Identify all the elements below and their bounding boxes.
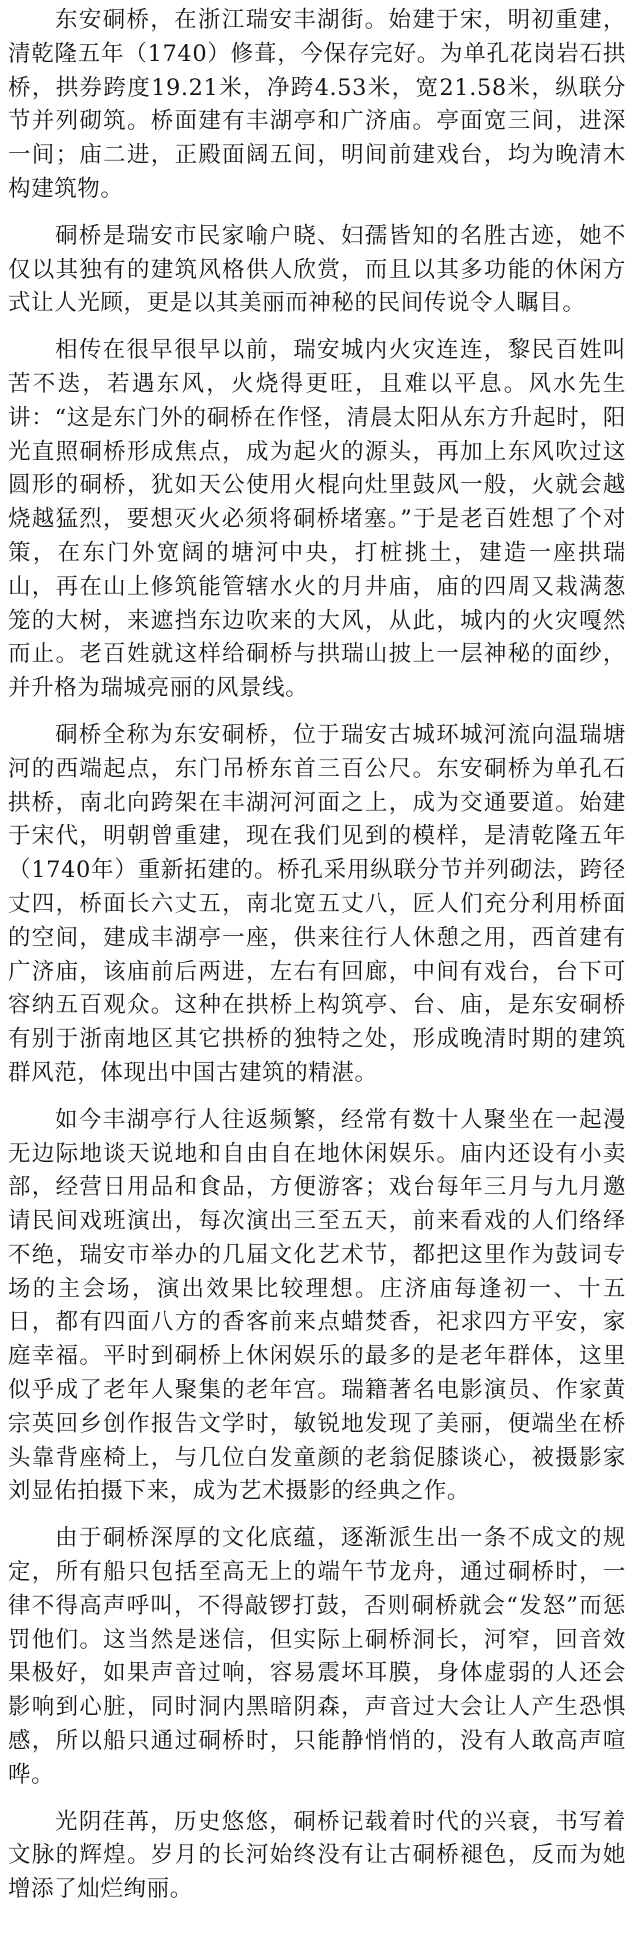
paragraph-legend: 相传在很早很早以前，瑞安城内火灾连连，黎民百姓叫苦不迭，若遇东风，火烧得更旺，且难以平息。风水先生讲：“这是东门外的硐桥在作怪，清晨太阳从东方升起时，阳光直照硐桥形成焦点，成为起火的源头，再加上东风吹过这圆形的硐桥，犹如天公使用火棍向灶里鼓风一般，火就会越烧越猛烈，要想灭火必须将硐桥堵塞。”于是老百姓想了个对策，在东门外宽阔的塘河中央，打桩挑土，建造一座拱瑞山，再在山上修筑能管辖水火的月井庙，庙的四周又栽满葱笼的大树，来遮挡东边吹来的大风，从此，城内的火灾嘎然而止。老百姓就这样给硐桥与拱瑞山披上一层神秘的面纱，并升格为瑞城亮丽的风景线。 bbox=[8, 337, 626, 702]
paragraph-landmark: 硐桥是瑞安市民家喻户晓、妇孺皆知的名胜古迹，她不仅以其独有的建筑风格供人欣赏，而且以其多功能的休闲方式让人光顾，更是以其美丽而神秘的民间传说令人瞩目。 bbox=[8, 222, 626, 317]
paragraph-history: 硐桥全称为东安硐桥，位于瑞安古城环城河流向温瑞塘河的西端起点，东门吊桥东首三百公尺。东安硐桥为单孔石拱桥，南北向跨架在丰湖河河面之上，成为交通要道。始建于宋代，明朝曾重建，现在我们见到的模样，是清乾隆五年（1740年）重新拓建的。桥孔采用纵联分节并列砌法，跨径丈四，桥面长六丈五，南北宽五丈八，匠人们充分利用桥面的空间，建成丰湖亭一座，供来往行人休憩之用，西首建有广济庙，该庙前后两进，左右有回廊，中间有戏台，台下可容纳五百观众。这种在拱桥上构筑亭、台、庙，是东安硐桥有别于浙南地区其它拱桥的独特之处，形成晚清时期的建筑群风范，体现出中国古建筑的精湛。 bbox=[8, 721, 626, 1086]
paragraph-custom: 由于硐桥深厚的文化底蕴，逐渐派生出一条不成文的规定，所有船只包括至高无上的端午节龙舟，通过硐桥时，一律不得高声呼叫，不得敲锣打鼓，否则硐桥就会“发怒”而惩罚他们。这当然是迷信，但实际上硐桥洞长，河窄，回音效果极好，如果声音过响，容易震坏耳膜，身体虚弱的人还会影响到心脏，同时洞内黑暗阴森，声音过大会让人产生恐惧感，所以船只通过硐桥时，只能静悄悄的，没有人敢高声喧哗。 bbox=[8, 1525, 626, 1788]
paragraph-closing: 光阴荏苒，历史悠悠，硐桥记载着时代的兴衰，书写着文脉的辉煌。岁月的长河始终没有让古硐桥褪色，反而为她增添了灿烂绚丽。 bbox=[8, 1808, 626, 1903]
paragraph-leisure: 如今丰湖亭行人往返频繁，经常有数十人聚坐在一起漫无边际地谈天说地和自由自在地休闲娱乐。庙内还设有小卖部，经营日用品和食品，方便游客；戏台每年三月与九月邀请民间戏班演出，每次演出三至五天，前来看戏的人们络绎不绝，瑞安市举办的几届文化艺术节，都把这里作为鼓词专场的主会场，演出效果比较理想。庄济庙每逢初一、十五日，都有四面八方的香客前来点蜡焚香，祀求四方平安，家庭幸福。平时到硐桥上休闲娱乐的最多的是老年群体，这里似乎成了老年人聚集的老年宫。瑞籍著名电影演员、作家黄宗英回乡创作报告文学时，敏锐地发现了美丽，便端坐在桥头靠背座椅上，与几位白发童颜的老翁促膝谈心，被摄影家刘显佑拍摄下来，成为艺术摄影的经典之作。 bbox=[8, 1106, 626, 1505]
paragraph-intro: 东安硐桥，在浙江瑞安丰湖街。始建于宋，明初重建，清乾隆五年（1740）修葺，今保存完好。为单孔花岗岩石拱桥，拱券跨度19.21米，净跨4.53米，宽21.58米，纵联分节并列砌筑。桥面建有丰湖亭和广济庙。亭面宽三间，进深一间；庙二进，正殿面阔五间，明间前建戏台，均为晚清木构建筑物。 bbox=[8, 7, 626, 202]
